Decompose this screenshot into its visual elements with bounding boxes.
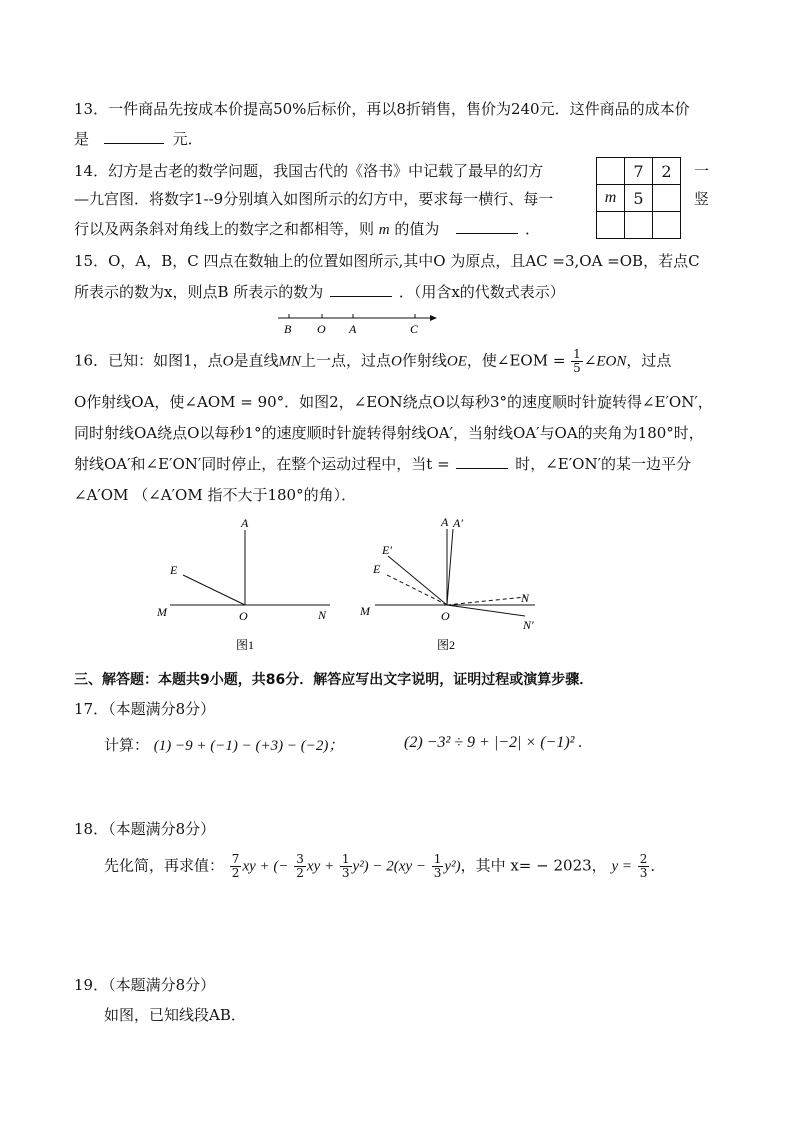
q15-answer-blank [330, 282, 392, 297]
figure-1 [150, 512, 340, 657]
q14-variable-m: m [378, 222, 390, 238]
q14-line1: 14．幻方是古老的数学问题，我国古代的《洛书》中记载了最早的幻方 [74, 162, 544, 180]
grid-cell [653, 212, 681, 239]
q16-text: ，使∠EOM = [466, 351, 566, 370]
q15-line2-a: 所表示的数为x，则点B 所表示的数为 [74, 283, 324, 301]
frac [340, 853, 352, 880]
fraction-denominator: 5 [573, 361, 581, 375]
fig1-label-n: N [318, 608, 327, 622]
frac [230, 853, 242, 880]
q16-var: ∠EON [583, 353, 627, 370]
frac [638, 853, 650, 880]
q18-y-eq: y = [611, 858, 632, 875]
fig2-label-a: A [441, 515, 449, 529]
fig2-caption: 图2 [437, 638, 456, 652]
grid-cell [597, 212, 625, 239]
grid-cell [597, 158, 625, 185]
label-a: A [349, 322, 357, 336]
ray-on [447, 597, 525, 605]
q16-line2: O作射线OA，使∠AOM = 90°．如图2，∠EON绕点O以每秒3°的速度顺时针旋转得∠E′ON′， [74, 393, 713, 411]
q13-line2 [74, 128, 203, 149]
q16-line3: 同时射线OA绕点O以每秒1°的速度顺时针旋转得射线OA′，当射线OA′与OA的夹角为180°时， [74, 424, 704, 442]
q13-line2-a: 是 [74, 130, 90, 148]
grid-cell [625, 212, 653, 239]
q16-text: 16．已知：如图1，点 [74, 351, 223, 370]
fraction-numerator: 1 [341, 852, 350, 866]
q18-end: ． [650, 856, 666, 875]
fig1-label-o: O [239, 609, 248, 623]
q13-line2-b: 元． [172, 130, 203, 148]
q18-head: 18．（本题满分8分） [74, 820, 216, 838]
fig1-label-m: M [157, 605, 167, 619]
label-b: B [284, 322, 292, 336]
label-o: O [317, 322, 326, 336]
q16-var: O [222, 353, 234, 370]
grid-cell: 2 [653, 158, 681, 185]
frac [294, 853, 306, 880]
label-c: C [410, 322, 419, 336]
q18-term: y²) [444, 858, 461, 875]
fraction-numerator: 2 [639, 852, 648, 866]
q17-part2: (2) −3² ÷ 9 + |−2| × (−1)² . [404, 734, 583, 751]
q14-line3 [74, 218, 540, 239]
q16-text: 作射线 [401, 351, 447, 370]
figure-2 [355, 512, 555, 657]
q14-answer-blank [456, 219, 518, 234]
section-3-heading: 三、解答题：本题共9小题，共86分．解答应写出文字说明，证明过程或演算步骤． [74, 672, 594, 688]
q16-line1 [74, 348, 671, 375]
q18-term: xy + [306, 858, 335, 875]
q16-answer-blank [456, 454, 508, 469]
q16-line4-a: 射线OA′和∠E′ON′同时停止，在整个运动过程中，当t = [74, 455, 450, 473]
q16-line4 [74, 453, 691, 474]
q16-line5: ∠A′OM （∠A′OM 指不大于180°的角）． [74, 486, 357, 504]
fraction-numerator: 1 [573, 347, 581, 361]
ray-oe-prime [388, 556, 447, 605]
axis-arrow-icon [430, 315, 437, 321]
q16-fraction [571, 348, 583, 375]
q14-line3-a: 行以及两条斜对角线上的数字之和都相等，则 [74, 220, 375, 238]
q17-head: 17．（本题满分8分） [74, 700, 216, 718]
q14-line3-c: ． [525, 220, 541, 238]
fraction-denominator: 3 [341, 866, 350, 880]
q15-line1: 15．O，A，B，C 四点在数轴上的位置如图所示,其中O 为原点，且AC =3,OA =OB，若点C [74, 252, 700, 270]
q15-line2 [74, 281, 565, 302]
fig2-label-n-prime: N′ [523, 618, 534, 632]
ray-oa-prime [447, 529, 453, 605]
q18-expression [104, 853, 665, 880]
q14-line1-tail: 一 [694, 162, 710, 180]
fig2-label-o: O [441, 609, 450, 623]
fraction-numerator: 7 [231, 852, 240, 866]
q16-var: OE [446, 353, 467, 370]
grid-cell: 5 [625, 185, 653, 212]
q19-line: 如图，已知线段AB． [104, 1006, 246, 1024]
fraction-numerator: 1 [433, 852, 442, 866]
fraction-denominator: 3 [639, 866, 648, 880]
q13-line1: 13．一件商品先按成本价提高50%后标价，再以8折销售，售价为240元．这件商品的成本价 [74, 100, 690, 118]
q14-line2: —九宫图．将数字1--9分别填入如图所示的幻方中，要求每一横行、每一 [74, 190, 554, 208]
fig2-label-n: N [521, 591, 530, 605]
fraction-denominator: 2 [231, 866, 240, 880]
q17-calc [104, 734, 343, 755]
fig2-label-m: M [360, 604, 370, 618]
magic-square-grid [596, 157, 681, 239]
q19-head: 19．（本题满分8分） [74, 976, 216, 994]
q16-var: O [391, 353, 402, 370]
q16-text: ，过点 [626, 351, 672, 370]
q15-line2-b: ．（用含x的代数式表示） [398, 283, 565, 301]
fraction-numerator: 3 [296, 852, 304, 866]
number-line-figure [270, 308, 440, 338]
q17-calc-label: 计算： [104, 736, 150, 754]
grid-cell [653, 185, 681, 212]
fig2-label-e: E [373, 562, 381, 576]
grid-cell: m [597, 185, 625, 212]
fraction-denominator: 2 [296, 866, 304, 880]
q16-text: 是直线 [233, 351, 279, 370]
q14-line2-tail: 竖 [694, 190, 710, 208]
q16-text: 上一点，过点 [301, 351, 392, 370]
q18-term: y²) − 2(xy − [352, 858, 426, 875]
fig1-label-a: A [241, 516, 249, 530]
ray-on-prime [447, 605, 525, 616]
grid-cell: 7 [625, 158, 653, 185]
fig2-label-a-prime: A′ [453, 516, 463, 530]
fig1-label-e: E [170, 563, 178, 577]
q14-line3-b: 的值为 [394, 220, 440, 238]
q13-answer-blank [104, 129, 164, 144]
frac [432, 853, 444, 880]
q18-lead: 先化简，再求值： [104, 856, 225, 875]
q17-part1: (1) −9 + (−1) − (+3) − (−2)； [153, 738, 344, 754]
q16-var: MN [278, 353, 301, 370]
fig1-caption: 图1 [236, 638, 255, 652]
ray-oe [183, 575, 245, 605]
fig2-label-e-prime: E′ [382, 543, 392, 557]
q18-condition: ，其中 x= − 2023， [460, 856, 607, 875]
fraction-denominator: 3 [433, 866, 442, 880]
q18-term: xy + (− [242, 858, 289, 875]
q16-line4-b: 时，∠E′ON′的某一边平分 [515, 455, 691, 473]
